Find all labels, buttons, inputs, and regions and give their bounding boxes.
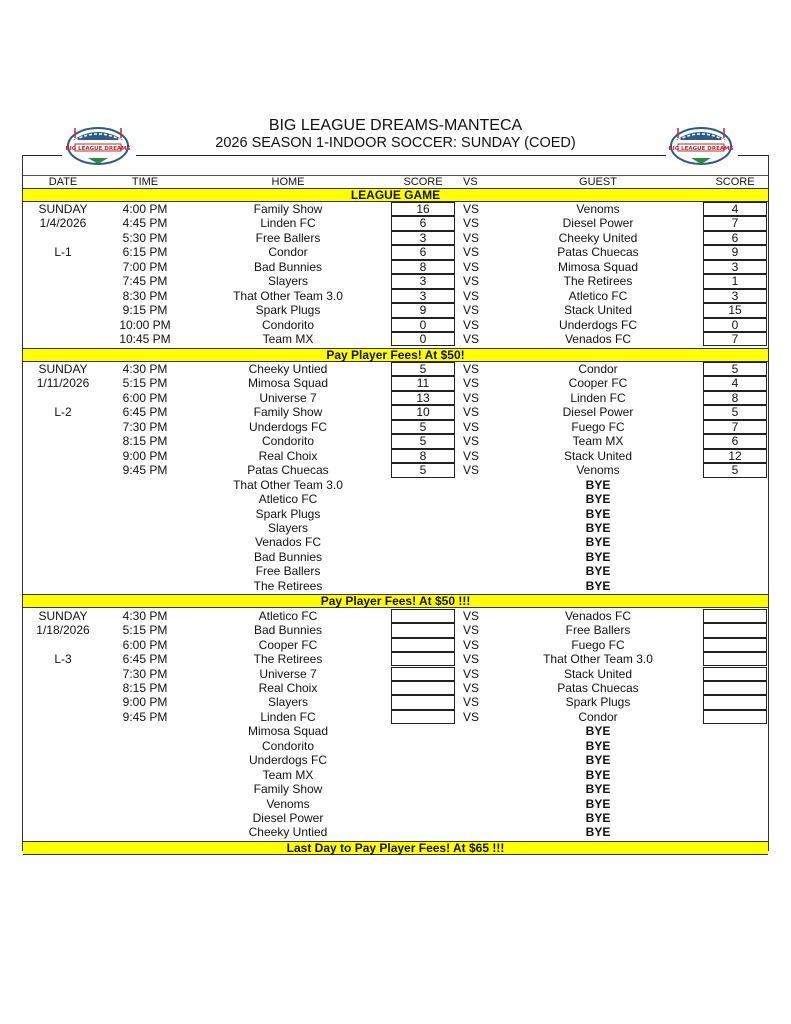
schedule-table	[22, 155, 769, 855]
vs-label: VS	[463, 274, 480, 289]
guest-score-box	[703, 652, 767, 666]
home-team: Team MX	[262, 332, 314, 347]
vs-label: VS	[463, 303, 480, 318]
bye-team: Condorito	[261, 738, 315, 753]
guest-team: Venoms	[576, 463, 620, 478]
game-time: 9:15 PM	[122, 303, 168, 318]
column-header-row	[23, 175, 768, 189]
guest-team: Free Ballers	[565, 623, 631, 638]
vs-label: VS	[463, 463, 480, 478]
vs-label: VS	[463, 637, 480, 652]
col-vs: VS	[463, 176, 478, 188]
home-team: Condorito	[261, 317, 315, 332]
guest-score: 4	[731, 376, 739, 391]
fee-notice-band: Pay Player Fees! At $50 !!!	[23, 594, 768, 608]
guest-team: Atletico FC	[568, 288, 628, 303]
guest-score-box	[703, 695, 767, 709]
bye-row	[23, 507, 768, 521]
guest-team: Patas Chuecas	[557, 680, 639, 695]
bye-label: BYE	[585, 782, 611, 797]
guest-team: Cheeky United	[558, 230, 638, 245]
game-row	[23, 260, 768, 274]
bye-label: BYE	[585, 753, 611, 768]
bye-team: Cheeky Untied	[248, 825, 328, 840]
bye-team: Team MX	[262, 767, 314, 782]
home-team: The Retirees	[253, 652, 323, 667]
home-score: 0	[419, 332, 427, 347]
home-score: 8	[419, 448, 427, 463]
home-score-box	[391, 638, 455, 652]
game-time: 5:15 PM	[122, 623, 168, 638]
game-time: 10:00 PM	[119, 317, 171, 332]
week-day: SUNDAY	[38, 608, 88, 623]
vs-label: VS	[463, 390, 480, 405]
week-label: L-1	[54, 245, 72, 260]
game-row	[23, 652, 768, 666]
bye-team: Atletico FC	[258, 492, 318, 507]
col-home-score: SCORE	[403, 176, 443, 188]
home-score-box	[391, 609, 455, 623]
bye-row	[23, 753, 768, 767]
bye-label: BYE	[585, 578, 611, 593]
game-row	[23, 623, 768, 637]
bye-label: BYE	[585, 506, 611, 521]
guest-score: 8	[731, 390, 739, 405]
guest-score-box	[703, 681, 767, 695]
home-team: Slayers	[267, 274, 308, 289]
home-score: 3	[419, 274, 427, 289]
home-team: Underdogs FC	[248, 419, 328, 434]
bye-row	[23, 478, 768, 492]
bye-row	[23, 521, 768, 535]
guest-score: 5	[731, 362, 739, 376]
bye-row	[23, 768, 768, 782]
guest-team: Patas Chuecas	[557, 245, 639, 260]
guest-score: 4	[731, 202, 739, 216]
bye-row	[23, 579, 768, 593]
vs-label: VS	[463, 230, 480, 245]
guest-score: 6	[731, 434, 739, 449]
vs-label: VS	[463, 666, 480, 681]
home-score: 11	[416, 376, 430, 391]
vs-label: VS	[463, 216, 480, 231]
vs-label: VS	[463, 709, 480, 724]
home-team: Cheeky Untied	[248, 362, 328, 376]
guest-team: Condor	[578, 709, 618, 724]
vs-label: VS	[463, 405, 480, 420]
col-time: TIME	[131, 176, 159, 188]
home-team: Linden FC	[260, 709, 316, 724]
game-time: 6:15 PM	[122, 245, 168, 260]
page-subtitle: 2026 SEASON 1-INDOOR SOCCER: SUNDAY (COED)	[215, 135, 576, 151]
guest-score: 3	[731, 288, 739, 303]
game-row	[23, 332, 768, 346]
bye-row	[23, 782, 768, 796]
guest-team: Stack United	[563, 448, 633, 463]
game-row	[23, 303, 768, 317]
home-team: Free Ballers	[255, 230, 321, 245]
vs-label: VS	[463, 695, 480, 710]
vs-label: VS	[463, 448, 480, 463]
game-time: 9:45 PM	[122, 463, 168, 478]
bye-team: Slayers	[267, 520, 308, 535]
guest-score: 0	[731, 317, 739, 332]
guest-team: Underdogs FC	[558, 317, 638, 332]
guest-score: 7	[731, 216, 739, 231]
bye-label: BYE	[585, 549, 611, 564]
home-team: Condor	[268, 245, 308, 260]
guest-team: Fuego FC	[571, 637, 625, 652]
home-score-box	[391, 623, 455, 637]
guest-team: Team MX	[572, 434, 624, 449]
game-row	[23, 638, 768, 652]
guest-team: Venados FC	[564, 332, 632, 347]
home-score-box	[391, 667, 455, 681]
guest-score: 1	[731, 274, 739, 289]
game-time: 7:45 PM	[122, 274, 168, 289]
guest-team: The Retirees	[563, 274, 633, 289]
vs-label: VS	[463, 362, 480, 376]
fee-notice-band: Last Day to Pay Player Fees! At $65 !!!	[23, 841, 768, 855]
vs-label: VS	[463, 434, 480, 449]
game-row	[23, 420, 768, 434]
league-game-band: LEAGUE GAME	[23, 188, 768, 202]
bye-row	[23, 811, 768, 825]
game-row	[23, 376, 768, 390]
bye-team: Venados FC	[254, 535, 322, 550]
bye-team: Underdogs FC	[248, 753, 328, 768]
home-team: Bad Bunnies	[253, 259, 323, 274]
game-row	[23, 318, 768, 332]
bye-label: BYE	[585, 535, 611, 550]
game-time: 7:30 PM	[122, 666, 168, 681]
game-row	[23, 695, 768, 709]
week-label: L-2	[54, 405, 72, 420]
guest-score: 5	[731, 463, 739, 478]
game-time: 4:00 PM	[122, 202, 168, 216]
guest-score-box	[703, 609, 767, 623]
game-time: 8:15 PM	[122, 434, 168, 449]
guest-team: Stack United	[563, 666, 633, 681]
game-time: 9:00 PM	[122, 448, 168, 463]
bye-team: Bad Bunnies	[253, 549, 323, 564]
game-row	[23, 362, 768, 376]
game-time: 5:30 PM	[122, 230, 168, 245]
home-score: 8	[419, 259, 427, 274]
bye-row	[23, 564, 768, 578]
guest-score-box	[703, 623, 767, 637]
game-time: 6:45 PM	[122, 652, 168, 667]
vs-label: VS	[463, 259, 480, 274]
game-row	[23, 667, 768, 681]
guest-score: 5	[731, 405, 739, 420]
game-row	[23, 449, 768, 463]
vs-label: VS	[463, 652, 480, 667]
col-guest: GUEST	[579, 176, 617, 188]
game-time: 6:00 PM	[122, 390, 168, 405]
guest-team: Diesel Power	[562, 216, 634, 231]
game-time: 6:45 PM	[122, 405, 168, 420]
bye-team: Venoms	[266, 796, 310, 811]
bye-row	[23, 550, 768, 564]
home-score: 0	[419, 317, 427, 332]
bye-row	[23, 797, 768, 811]
home-score: 3	[419, 288, 427, 303]
guest-score: 7	[731, 332, 739, 347]
bye-team: The Retirees	[253, 578, 323, 593]
guest-team: Venoms	[576, 202, 620, 216]
guest-score: 9	[731, 245, 739, 260]
game-row	[23, 391, 768, 405]
week-day: SUNDAY	[38, 202, 88, 216]
guest-team: Condor	[578, 362, 618, 376]
game-row	[23, 405, 768, 419]
guest-score: 7	[731, 419, 739, 434]
home-team: Bad Bunnies	[253, 623, 323, 638]
bye-label: BYE	[585, 564, 611, 579]
game-row	[23, 231, 768, 245]
home-score: 6	[419, 216, 427, 231]
home-team: Real Choix	[258, 680, 318, 695]
home-team: Universe 7	[259, 390, 317, 405]
svg-text:BIG LEAGUE DREAMS: BIG LEAGUE DREAMS	[668, 146, 734, 152]
home-score: 5	[419, 362, 427, 376]
home-team: Linden FC	[260, 216, 316, 231]
bye-team: Family Show	[253, 782, 323, 797]
col-guest-score: SCORE	[715, 176, 755, 188]
bye-label: BYE	[585, 520, 611, 535]
bye-row	[23, 825, 768, 839]
guest-score: 12	[728, 448, 742, 463]
game-row	[23, 274, 768, 288]
bye-label: BYE	[585, 767, 611, 782]
bye-team: Mimosa Squad	[247, 724, 329, 739]
bye-row	[23, 739, 768, 753]
guest-team: Stack United	[563, 303, 633, 318]
home-team: Slayers	[267, 695, 308, 710]
home-team: Atletico FC	[258, 608, 318, 623]
bye-row	[23, 492, 768, 506]
col-date: DATE	[48, 176, 78, 188]
home-team: Real Choix	[258, 448, 318, 463]
bye-label: BYE	[585, 477, 611, 492]
guest-team: Cooper FC	[568, 376, 628, 391]
home-team: Family Show	[253, 202, 323, 216]
week-day: SUNDAY	[38, 362, 88, 376]
game-row	[23, 609, 768, 623]
vs-label: VS	[463, 332, 480, 347]
home-score-box	[391, 681, 455, 695]
bye-label: BYE	[585, 492, 611, 507]
home-team: Condorito	[261, 434, 315, 449]
fee-notice-band: Pay Player Fees! At $50!	[23, 348, 768, 362]
svg-text:BIG LEAGUE DREAMS: BIG LEAGUE DREAMS	[65, 146, 131, 152]
vs-label: VS	[463, 680, 480, 695]
guest-score: 15	[728, 303, 742, 318]
home-score: 13	[416, 390, 430, 405]
home-score-box	[391, 710, 455, 724]
vs-label: VS	[463, 245, 480, 260]
game-time: 7:30 PM	[122, 419, 168, 434]
home-team: Cooper FC	[258, 637, 318, 652]
game-row	[23, 681, 768, 695]
game-time: 10:45 PM	[119, 332, 171, 347]
home-team: That Other Team 3.0	[233, 288, 343, 303]
home-team: Universe 7	[259, 666, 317, 681]
guest-team: Venados FC	[564, 608, 632, 623]
guest-team: Mimosa Squad	[557, 259, 639, 274]
guest-team: That Other Team 3.0	[543, 652, 653, 667]
vs-label: VS	[463, 376, 480, 391]
game-row	[23, 289, 768, 303]
home-score-box	[391, 695, 455, 709]
game-time: 4:45 PM	[122, 216, 168, 231]
game-time: 9:45 PM	[122, 709, 168, 724]
game-row	[23, 216, 768, 230]
bye-team: Free Ballers	[255, 564, 321, 579]
guest-score-box	[703, 638, 767, 652]
game-time: 4:30 PM	[122, 608, 168, 623]
bye-team: Spark Plugs	[255, 506, 321, 521]
vs-label: VS	[463, 317, 480, 332]
game-row	[23, 434, 768, 448]
home-score: 5	[419, 419, 427, 434]
game-time: 8:15 PM	[122, 680, 168, 695]
vs-label: VS	[463, 202, 480, 216]
bye-label: BYE	[585, 796, 611, 811]
guest-score: 6	[731, 230, 739, 245]
game-time: 4:30 PM	[122, 362, 168, 376]
home-team: Family Show	[253, 405, 323, 420]
home-score-box	[391, 652, 455, 666]
home-score: 6	[419, 245, 427, 260]
game-time: 5:15 PM	[122, 376, 168, 391]
home-team: Mimosa Squad	[247, 376, 329, 391]
week-date: 1/4/2026	[39, 216, 87, 231]
guest-team: Linden FC	[570, 390, 626, 405]
game-row	[23, 463, 768, 477]
game-time: 7:00 PM	[122, 259, 168, 274]
vs-label: VS	[463, 623, 480, 638]
vs-label: VS	[463, 419, 480, 434]
home-score: 5	[419, 463, 427, 478]
bye-team: That Other Team 3.0	[233, 477, 343, 492]
guest-team: Fuego FC	[571, 419, 625, 434]
game-row	[23, 710, 768, 724]
bye-row	[23, 724, 768, 738]
home-score: 9	[419, 303, 427, 318]
home-score: 3	[419, 230, 427, 245]
game-row	[23, 245, 768, 259]
bye-label: BYE	[585, 724, 611, 739]
game-time: 9:00 PM	[122, 695, 168, 710]
guest-score-box	[703, 667, 767, 681]
guest-team: Diesel Power	[562, 405, 634, 420]
home-score: 16	[416, 202, 430, 216]
home-score: 10	[416, 405, 430, 420]
week-date: 1/18/2026	[36, 623, 90, 638]
vs-label: VS	[463, 608, 480, 623]
game-time: 8:30 PM	[122, 288, 168, 303]
bye-label: BYE	[585, 738, 611, 753]
vs-label: VS	[463, 288, 480, 303]
game-time: 6:00 PM	[122, 637, 168, 652]
week-label: L-3	[54, 652, 72, 667]
guest-score-box	[703, 710, 767, 724]
bye-label: BYE	[585, 825, 611, 840]
home-team: Patas Chuecas	[247, 463, 329, 478]
bye-team: Diesel Power	[252, 811, 324, 825]
page-title: BIG LEAGUE DREAMS-MANTECA	[268, 117, 523, 134]
bye-label: BYE	[585, 811, 611, 825]
week-date: 1/11/2026	[36, 376, 90, 391]
col-home: HOME	[271, 176, 305, 188]
home-score: 5	[419, 434, 427, 449]
guest-team: Spark Plugs	[565, 695, 631, 710]
bye-row	[23, 535, 768, 549]
guest-score: 3	[731, 259, 739, 274]
home-team: Spark Plugs	[255, 303, 321, 318]
game-row	[23, 202, 768, 216]
